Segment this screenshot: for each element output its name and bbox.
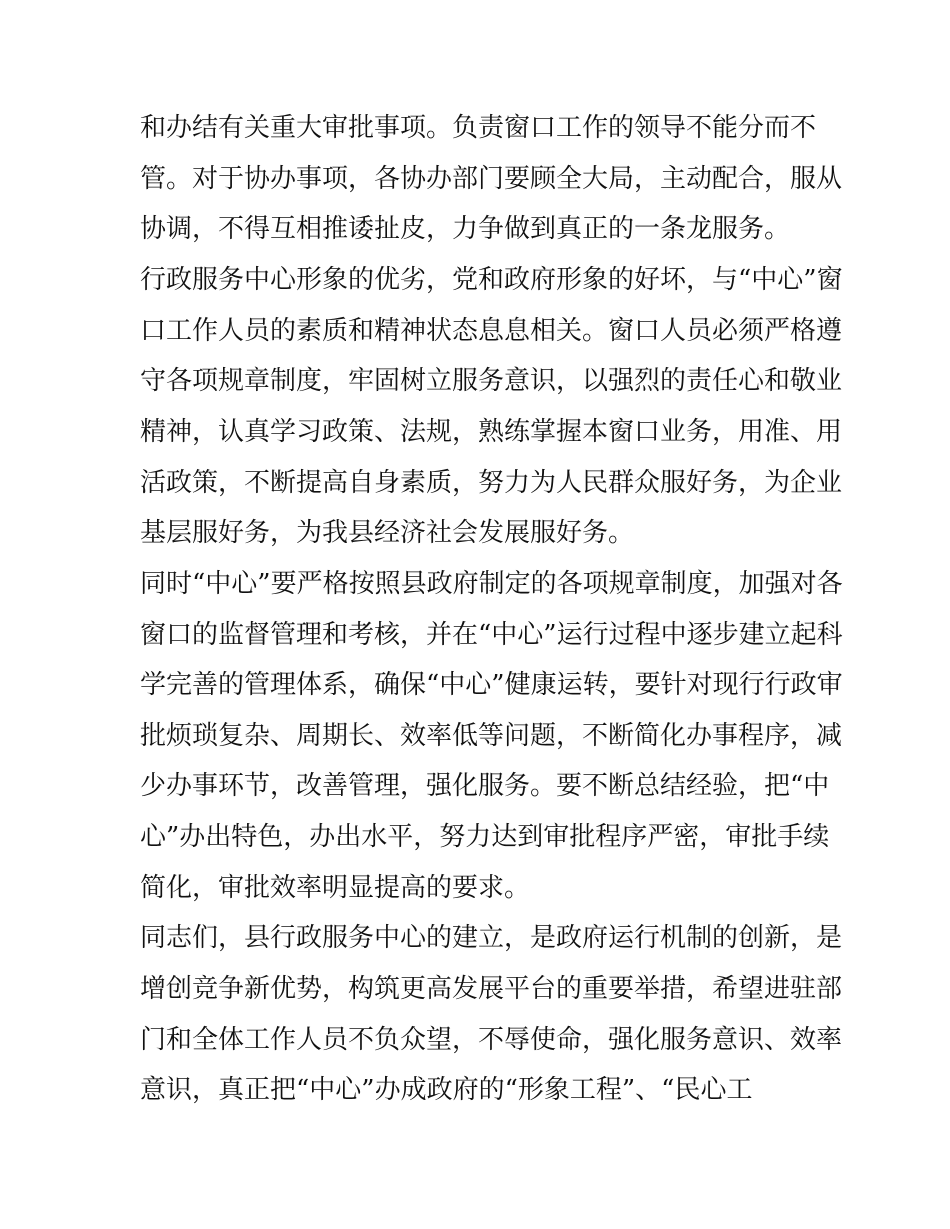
text-line: 活政策，不断提高自身素质，努力为人民群众服好务，为企业: [140, 467, 843, 498]
text-line: 简化，审批效率明显提高的要求。: [140, 872, 531, 903]
text-line: 管。对于协办事项，各协办部门要顾全大局，主动配合，服从: [140, 163, 843, 194]
text-line: 意识，真正把“中心”办成政府的“形象工程”、“民心工: [140, 1075, 753, 1106]
text-line: 同时“中心”要严格按照县政府制定的各项规章制度，加强对各: [140, 568, 843, 599]
text-line: 协调，不得互相推诿扯皮，力争做到真正的一条龙服务。: [140, 214, 791, 245]
text-line: 守各项规章制度，牢固树立服务意识，以强烈的责任心和敬业: [140, 366, 843, 397]
text-line: 增创竞争新优势，构筑更高发展平台的重要举措，希望进驻部: [140, 974, 843, 1005]
text-line: 窗口的监督管理和考核，并在“中心”运行过程中逐步建立起科: [140, 619, 843, 650]
text-line: 学完善的管理体系，确保“中心”健康运转，要针对现行行政审: [140, 670, 843, 701]
text-line: 心”办出特色，办出水平，努力达到审批程序严密，审批手续: [140, 822, 830, 853]
text-line: 少办事环节，改善管理，强化服务。要不断总结经验，把“中: [140, 771, 830, 802]
text-line: 精神，认真学习政策、法规，熟练掌握本窗口业务，用准、用: [140, 416, 843, 447]
text-line: 口工作人员的素质和精神状态息息相关。窗口人员必须严格遵: [140, 315, 843, 346]
text-line: 门和全体工作人员不负众望，不辱使命，强化服务意识、效率: [140, 1024, 843, 1055]
text-line: 批烦琐复杂、周期长、效率低等问题，不断简化办事程序，减: [140, 720, 843, 751]
text-line: 同志们，县行政服务中心的建立，是政府运行机制的创新，是: [140, 923, 843, 954]
text-line: 基层服好务，为我县经济社会发展服好务。: [140, 518, 635, 549]
text-line: 和办结有关重大审批事项。负责窗口工作的领导不能分而不: [140, 113, 817, 143]
text-line: 行政服务中心形象的优劣，党和政府形象的好坏，与“中心”窗: [140, 264, 843, 295]
